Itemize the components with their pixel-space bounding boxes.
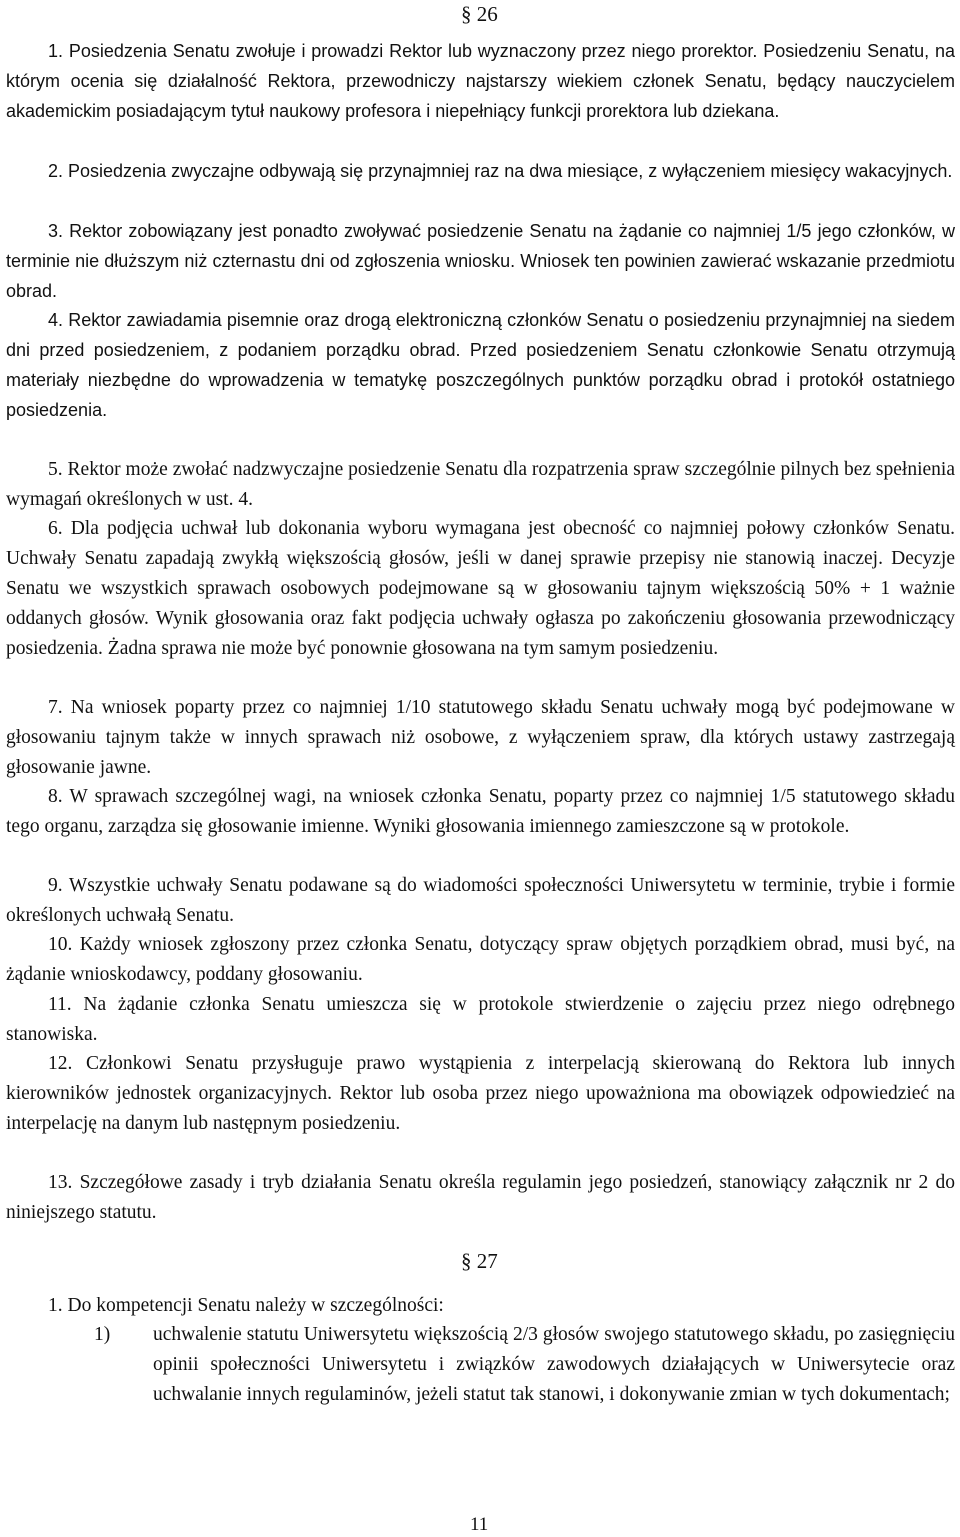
page-number: 11: [470, 1514, 489, 1535]
paragraph-7: 7. Na wniosek poparty przez co najmniej 1/10 statutowego składu Senatu uchwały mogą być podejmowane w głosowaniu tajnym także w innych sprawach niż osobowe, z wyłączeniem spraw, dla których ustawy zastrzegają głosowanie jawne.: [6, 697, 955, 778]
section-heading-27: § 27: [461, 1249, 498, 1273]
section-27-paragraph-1: 1. Do kompetencji Senatu należy w szczególności:: [48, 1295, 444, 1316]
paragraph-9: 9. Wszystkie uchwały Senatu podawane są do wiadomości społeczności Uniwersytetu w terminie, trybie i formie określonych uchwałą Senatu.: [6, 875, 955, 926]
paragraph-11: 11. Na żądanie członka Senatu umieszcza się w protokole stwierdzenie o zajęciu przez niego odrębnego stanowiska.: [6, 994, 955, 1045]
paragraph-1: 1. Posiedzenia Senatu zwołuje i prowadzi Rektor lub wyznaczony przez niego prorektor. Posiedzeniu Senatu, na którym ocenia się działalność Rektora, przewodniczy najstarszy wiekiem członek Senatu, będący nauczycielem akademickim posiadającym tytuł naukowy profesora i niepełniący funkcji prorektora lub dziekana.: [6, 41, 955, 121]
paragraph-4: 4. Rektor zawiadamia pisemnie oraz drogą elektroniczną członków Senatu o posiedzeniu przynajmniej na siedem dni przed posiedzeniem, z podaniem porządku obrad. Przed posiedzeniem Senatu członkowie Senatu otrzymują materiały niezbędne do wprowadzenia w tematykę poszczególnych punktów porządku obrad i protokół ostatniego posiedzenia.: [6, 310, 955, 420]
paragraph-2: 2. Posiedzenia zwyczajne odbywają się przynajmniej raz na dwa miesiące, z wyłączeniem miesięcy wakacyjnych.: [48, 161, 953, 181]
section-heading-26: § 26: [461, 2, 498, 26]
paragraph-5: 5. Rektor może zwołać nadzwyczajne posiedzenie Senatu dla rozpatrzenia spraw szczególnie pilnych bez spełnienia wymagań określonych w ust. 4.: [6, 459, 955, 510]
list-item-number: 1): [94, 1324, 111, 1345]
paragraph-10: 10. Każdy wniosek zgłoszony przez członka Senatu, dotyczący spraw objętych porządkiem obrad, musi być, na żądanie wnioskodawcy, poddany głosowaniu.: [6, 934, 955, 985]
paragraph-12: 12. Członkowi Senatu przysługuje prawo wystąpienia z interpelacją skierowaną do Rektora lub innych kierowników jednostek organizacyjnych. Rektor lub osoba przez niego upoważniona ma obowiązek odpowiedzieć na interpelację na danym lub następnym posiedzeniu.: [6, 1053, 955, 1134]
paragraph-6: 6. Dla podjęcia uchwał lub dokonania wyboru wymagana jest obecność co najmniej połowy członków Senatu. Uchwały Senatu zapadają zwykłą większością głosów, jeśli w danej sprawie przepisy nie stanowią inaczej. Decyzje Senatu we wszystkich sprawach osobowych podejmowane są w głosowaniu tajnym większością 50% + 1 ważnie oddanych głosów. Wynik głosowania oraz fakt podjęcia uchwały ogłasza po zakończeniu głosowania przewodniczący posiedzenia. Żadna sprawa nie może być ponownie głosowana na tym samym posiedzeniu.: [6, 518, 955, 659]
list-item-text: uchwalenie statutu Uniwersytetu większością 2/3 głosów swojego statutowego składu, po zasięgnięciu opinii społeczności Uniwersytetu i związków zawodowych działających w Uniwersytecie oraz uchwalanie innych regulaminów, jeżeli statut tak stanowi, i dokonywanie zmian w tych dokumentach;: [153, 1324, 955, 1405]
paragraph-3: 3. Rektor zobowiązany jest ponadto zwoływać posiedzenie Senatu na żądanie co najmniej 1/5 jego członków, w terminie nie dłuższym niż czternastu dni od zgłoszenia wniosku. Wniosek ten powinien zawierać wskazanie przedmiotu obrad.: [6, 221, 955, 301]
paragraph-8: 8. W sprawach szczególnej wagi, na wniosek członka Senatu, poparty przez co najmniej 1/5 statutowego składu tego organu, zarządza się głosowanie imienne. Wyniki głosowania imiennego zamieszczone są w protokole.: [6, 786, 955, 837]
paragraph-13: 13. Szczegółowe zasady i tryb działania Senatu określa regulamin jego posiedzeń, stanowiący załącznik nr 2 do niniejszego statutu.: [6, 1172, 955, 1223]
